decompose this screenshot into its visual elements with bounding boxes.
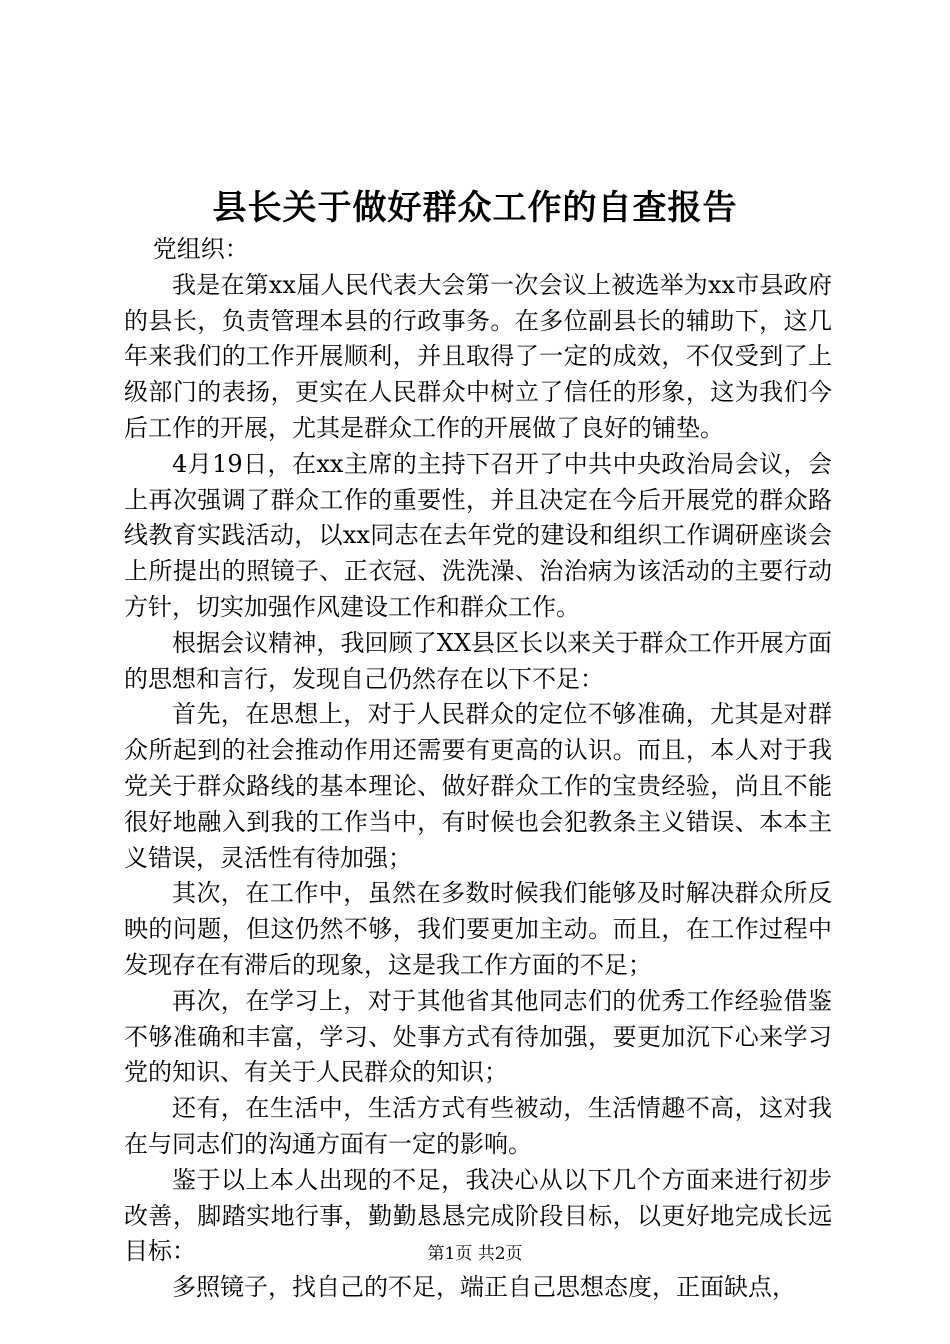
paragraph: 首先，在思想上，对于人民群众的定位不够准确，尤其是对群众所起到的社会推动作用还需要有更高的认识。而且，本人对于我党关于群众路线的基本理论、做好群众工作的宝贵经验，尚且不能很好地融入到我的工作当中，有时候也会犯教条主义错误、本本主义错误，灵活性有待加强； (124, 700, 832, 872)
paragraph: 其次，在工作中，虽然在多数时候我们能够及时解决群众所反映的问题，但这仍然不够，我们要更加主动。而且，在工作过程中发现存在有滞后的现象，这是我工作方面的不足； (124, 879, 832, 979)
page-number-footer: 第1页 共2页 (427, 1244, 523, 1264)
paragraph: 我是在第xx届人民代表大会第一次会议上被选举为xx市县政府的县长，负责管理本县的行政事务。在多位副县长的辅助下，这几年来我们的工作开展顺利，并且取得了一定的成效，不仅受到了上级部门的表扬，更实在人民群众中树立了信任的形象，这为我们今后工作的开展，尤其是群众工作的开展做了良好的铺垫。 (124, 270, 832, 442)
document-body (124, 232, 832, 1306)
paragraph: 4月19日，在xx主席的主持下召开了中共中央政治局会议，会上再次强调了群众工作的重要性，并且决定在今后开展党的群众路线教育实践活动，以xx同志在去年党的建设和组织工作调研座谈会上所提出的照镜子、正衣冠、洗洗澡、治治病为该活动的主要行动方针，切实加强作风建设工作和群众工作。 (124, 449, 832, 621)
document-title: 县长关于做好群众工作的自查报告 (212, 188, 738, 228)
paragraph: 根据会议精神，我回顾了XX县区长以来关于群众工作开展方面的思想和言行，发现自己仍然存在以下不足： (124, 628, 832, 693)
paragraph: 还有，在生活中，生活方式有些被动，生活情趣不高，这对我在与同志们的沟通方面有一定的影响。 (124, 1094, 832, 1158)
salutation: 党组织： (152, 235, 249, 263)
paragraph: 再次，在学习上，对于其他省其他同志们的优秀工作经验借鉴不够准确和丰富，学习、处事方式有待加强，要更加沉下心来学习党的知识、有关于人民群众的知识； (124, 986, 832, 1087)
paragraph: 鉴于以上本人出现的不足，我决心从以下几个方面来进行初步改善，脚踏实地行事，勤勤恳恳完成阶段目标，以更好地完成长远目标： (124, 1165, 832, 1266)
paragraph: 多照镜子，找自己的不足，端正自己思想态度，正面缺点， (172, 1273, 796, 1302)
